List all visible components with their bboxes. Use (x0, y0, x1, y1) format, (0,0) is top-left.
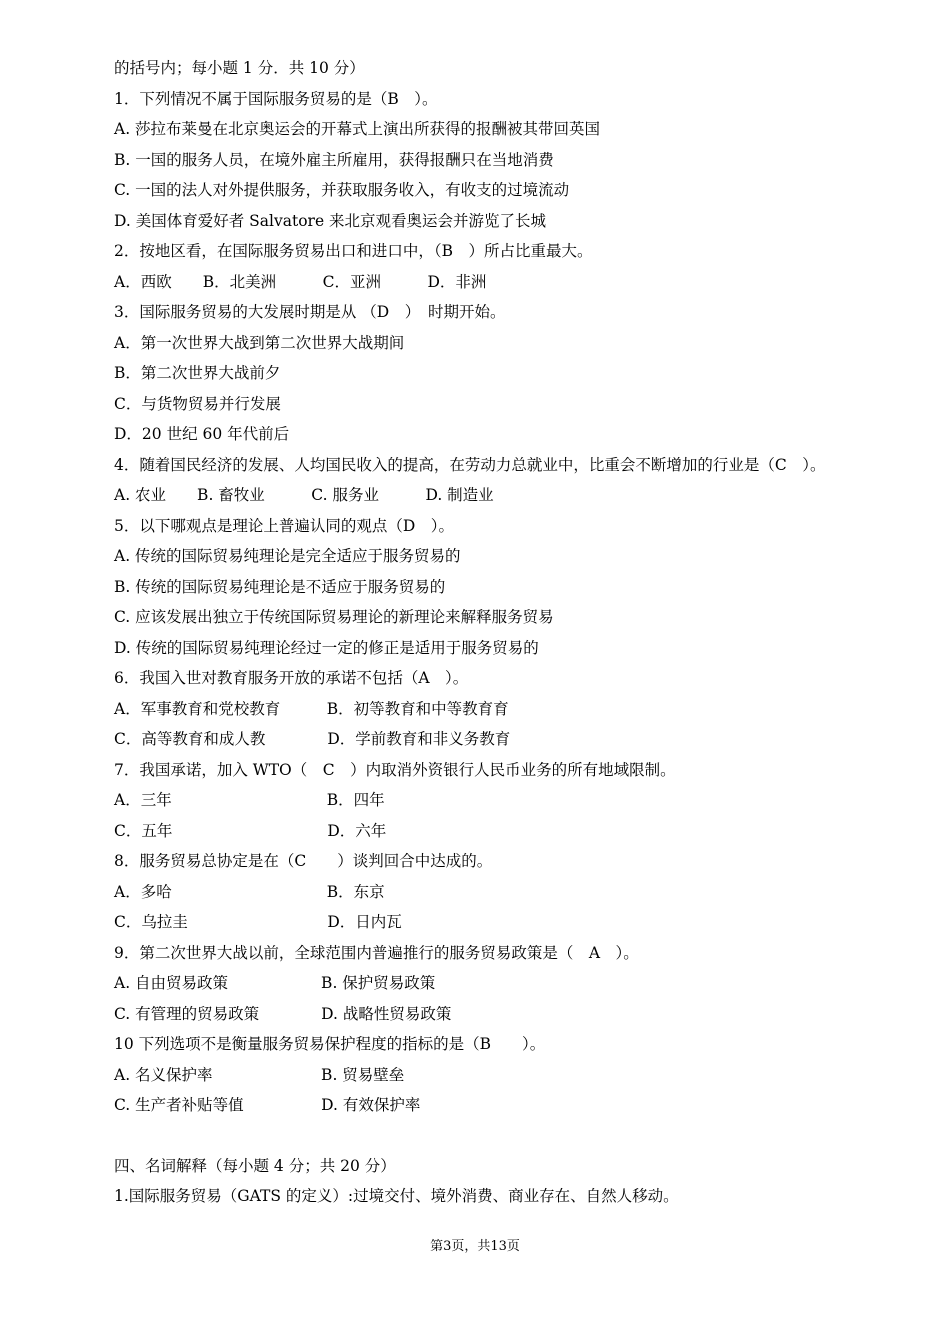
option-line: A．多哈 B．东京 (114, 883, 385, 901)
question-4: 4．随着国民经济的发展、人均国民收入的提高，在劳动力总就业中，比重会不断增加的行业是（C ）。 (114, 456, 826, 474)
option-line: A．军事教育和党校教育 B．初等教育和中等教育育 (114, 700, 509, 718)
option-line: A．第一次世界大战到第二次世界大战期间 (114, 334, 405, 352)
option-line: C. 有管理的贸易政策 D. 战略性贸易政策 (114, 1005, 452, 1023)
question-1: 1．下列情况不属于国际服务贸易的是（B ）。 (114, 90, 438, 108)
option-line: A. 自由贸易政策 B. 保护贸易政策 (114, 974, 436, 992)
option-line: C. 应该发展出独立于传统国际贸易理论的新理论来解释服务贸易 (114, 608, 554, 626)
question-3: 3．国际服务贸易的大发展时期是从 （D ） 时期开始。 (114, 303, 506, 321)
option-line: C. 生产者补贴等值 D. 有效保护率 (114, 1096, 421, 1114)
option-line: A. 农业 B. 畜牧业 C. 服务业 D. 制造业 (114, 486, 494, 504)
question-9: 9．第二次世界大战以前，全球范围内普遍推行的服务贸易政策是（ A ）。 (114, 944, 639, 962)
option-line: B. 一国的服务人员，在境外雇主所雇用，获得报酬只在当地消费 (114, 151, 554, 169)
option-line: D．20 世纪 60 年代前后 (114, 425, 290, 443)
option-line: A. 名义保护率 B. 贸易壁垒 (114, 1066, 405, 1084)
option-line: C．高等教育和成人教 D．学前教育和非义务教育 (114, 730, 511, 748)
option-line: B．第二次世界大战前夕 (114, 364, 281, 382)
option-line: C．乌拉圭 D．日内瓦 (114, 913, 402, 931)
question-2: 2．按地区看，在国际服务贸易出口和进口中，（B ）所占比重最大。 (114, 242, 593, 260)
question-7: 7．我国承诺，加入 WTO（ C ）内取消外资银行人民币业务的所有地域限制。 (114, 761, 676, 779)
section-heading: 四、名词解释（每小题 4 分；共 20 分） (114, 1157, 396, 1175)
option-line: C．与货物贸易并行发展 (114, 395, 281, 413)
option-line: B. 传统的国际贸易纯理论是不适应于服务贸易的 (114, 578, 446, 596)
text-line: 的括号内；每小题 1 分．共 10 分） (114, 59, 365, 77)
question-8: 8．服务贸易总协定是在（C ）谈判回合中达成的。 (114, 852, 493, 870)
option-line: A．三年 B．四年 (114, 791, 385, 809)
option-line: D. 美国体育爱好者 Salvatore 来北京观看奥运会并游览了长城 (114, 212, 547, 230)
definition-line: 1.国际服务贸易（GATS 的定义）:过境交付、境外消费、商业存在、自然人移动。 (114, 1187, 679, 1205)
question-5: 5．以下哪观点是理论上普遍认同的观点（D ）。 (114, 517, 455, 535)
option-line: A. 传统的国际贸易纯理论是完全适应于服务贸易的 (114, 547, 461, 565)
option-line: C．五年 D．六年 (114, 822, 387, 840)
option-line: C. 一国的法人对外提供服务，并获取服务收入，有收支的过境流动 (114, 181, 570, 199)
page-footer: 第3页，共13页 (430, 1239, 520, 1254)
question-6: 6．我国入世对教育服务开放的承诺不包括（A ）。 (114, 669, 469, 687)
option-line: D. 传统的国际贸易纯理论经过一定的修正是适用于服务贸易的 (114, 639, 539, 657)
question-10: 10 下列选项不是衡量服务贸易保护程度的指标的是（B ）。 (114, 1035, 546, 1053)
option-line: A. 莎拉布莱曼在北京奥运会的开幕式上演出所获得的报酬被其带回英国 (114, 120, 601, 138)
option-line: A．西欧 B．北美洲 C．亚洲 D．非洲 (114, 273, 487, 291)
